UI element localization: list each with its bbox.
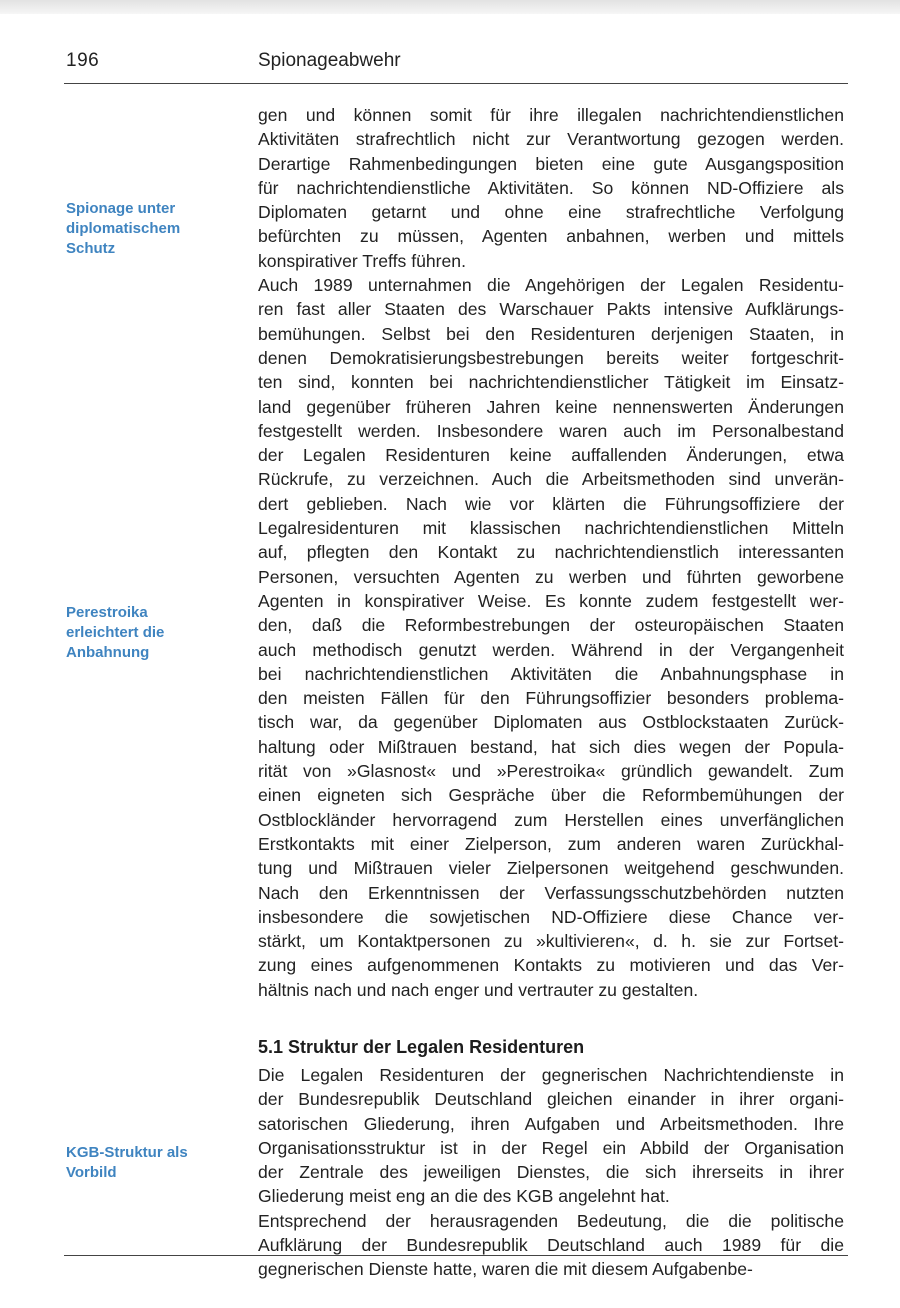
text-line: zung eines aufgenommenen Kontakts zu motivieren und das Ver- (258, 955, 844, 976)
section-number: 5.1 (258, 1037, 284, 1057)
text-line: gegnerischen Dienste hatte, waren die mit diesem Aufgabenbe- (258, 1259, 753, 1280)
text-line: Ostblockländer hervorragend zum Herstellen eines unverfänglichen (258, 809, 844, 830)
text-line: Diplomaten getarnt und ohne eine strafrechtliche Verfolgung (258, 202, 844, 223)
text-line: Aufklärung der Bundesrepublik Deutschland auch 1989 für die (258, 1235, 844, 1256)
text-line: hältnis nach und nach enger und vertrauter zu gestalten. (258, 979, 699, 1000)
page-number: 196 (66, 50, 100, 71)
text-line: ten sind, konnten bei nachrichtendienstlicher Tätigkeit im Einsatz- (258, 372, 844, 393)
section-title: Struktur der Legalen Residenturen (288, 1037, 585, 1057)
text-line: ren fast aller Staaten des Warschauer Pakts intensive Aufklärungs- (258, 299, 844, 320)
header-rule (64, 83, 848, 84)
margin-note-line: KGB-Struktur als (66, 1144, 188, 1161)
text-line: rität von »Glasnost« und »Perestroika« gründlich gewandelt. Zum (258, 761, 844, 782)
text-line: gen und können somit für ihre illegalen nachrichtendienstlichen (258, 105, 844, 125)
footer-rule (64, 1255, 848, 1256)
text-line: Agenten in konspirativer Weise. Es konnte zudem festgestellt wer- (258, 590, 844, 611)
text-line: bemühungen. Selbst bei den Residenturen derjenigen Staaten, in (258, 323, 844, 344)
text-line: auf, pflegten den Kontakt zu nachrichtendienstlich interessanten (258, 542, 844, 563)
margin-note-line: Vorbild (66, 1164, 117, 1181)
text-line: den, daß die Reformbestrebungen der osteuropäischen Staaten (258, 615, 844, 636)
text-line: Legalresidenturen mit klassischen nachrichtendienstlichen Mitteln (258, 518, 844, 539)
body-paragraph-main (258, 103, 844, 1002)
margin-note-perestroika (66, 603, 238, 663)
margin-note-spionage (66, 199, 238, 259)
margin-note-line: erleichtert die (66, 624, 165, 641)
text-line: befürchten zu müssen, Agenten anbahnen, werben und mittels (258, 226, 844, 247)
text-line: für nachrichtendienstliche Aktivitäten. So können ND-Offiziere als (258, 177, 844, 198)
text-line: satorischen Gliederung, ihren Aufgaben und Arbeitsmethoden. Ihre (258, 1113, 844, 1134)
text-line: Die Legalen Residenturen der gegnerischen Nachrichtendienste in (258, 1065, 844, 1085)
margin-note-line: Anbahnung (66, 644, 150, 661)
text-line: konspirativer Treffs führen. (258, 250, 466, 271)
text-line: auch methodisch genutzt werden. Während in der Vergangenheit (258, 639, 844, 660)
text-line: dert geblieben. Nach wie vor klärten die Führungsoffiziere der (258, 493, 844, 514)
body-paragraph-section (258, 1063, 844, 1282)
text-line: Auch 1989 unternahmen die Angehörigen der Legalen Residentu- (258, 275, 844, 296)
text-line: tung und Mißtrauen vieler Zielpersonen weitgehend geschwunden. (258, 858, 844, 879)
text-line: land gegenüber früheren Jahren keine nennenswerten Änderungen (258, 396, 844, 417)
text-line: Rückrufe, zu verzeichnen. Auch die Arbeitsmethoden sind unverän- (258, 469, 844, 490)
text-line: Gliederung meist eng an die des KGB angelehnt hat. (258, 1186, 670, 1207)
text-line: bei nachrichtendienstlichen Aktivitäten die Anbahnungsphase in (258, 663, 844, 684)
text-line: Aktivitäten strafrechtlich nicht zur Verantwortung gezogen werden. (258, 129, 844, 150)
text-line: tisch war, da gegenüber Diplomaten aus Ostblockstaaten Zurück- (258, 712, 844, 733)
text-line: insbesondere die sowjetischen ND-Offiziere diese Chance ver- (258, 906, 844, 927)
margin-note-line: diplomatischem (66, 220, 181, 237)
margin-note-line: Schutz (66, 240, 116, 257)
text-line: festgestellt werden. Insbesondere waren auch im Personalbestand (258, 420, 844, 441)
text-line: der Zentrale des jeweiligen Dienstes, die sich ihrerseits in ihrer (258, 1162, 844, 1183)
top-scan-edge (0, 0, 900, 14)
text-line: der Bundesrepublik Deutschland gleichen einander in ihrer organi- (258, 1089, 844, 1110)
text-line: der Legalen Residenturen keine auffallenden Änderungen, etwa (258, 445, 844, 466)
text-line: einen eigneten sich Gespräche über die Reformbemühungen der (258, 785, 844, 806)
running-title: Spionageabwehr (258, 50, 401, 71)
text-line: den meisten Fällen für den Führungsoffizier besonders problema- (258, 688, 844, 709)
text-line: Erstkontakts mit einer Zielperson, zum anderen waren Zurückhal- (258, 833, 844, 854)
text-line: stärkt, um Kontaktpersonen zu »kultivieren«, d. h. sie zur Fortset- (258, 931, 844, 952)
margin-note-line: Spionage unter (66, 200, 176, 217)
text-line: Derartige Rahmenbedingungen bieten eine gute Ausgangsposition (258, 153, 844, 174)
text-line: denen Demokratisierungsbestrebungen bereits weiter fortgeschrit- (258, 347, 844, 368)
text-line: Entsprechend der herausragenden Bedeutung, die die politische (258, 1210, 844, 1231)
section-heading (258, 1037, 584, 1058)
page-header (0, 50, 900, 80)
text-line: haltung oder Mißtrauen bestand, hat sich dies wegen der Popula- (258, 736, 844, 757)
margin-note-line: Perestroika (66, 604, 148, 621)
text-line: Organisationsstruktur ist in der Regel ein Abbild der Organisation (258, 1137, 844, 1158)
text-line: Nach den Erkenntnissen der Verfassungsschutzbehörden nutzten (258, 882, 844, 903)
margin-note-kgb (66, 1143, 238, 1183)
text-line: Personen, versuchten Agenten zu werben und führten geworbene (258, 566, 844, 587)
